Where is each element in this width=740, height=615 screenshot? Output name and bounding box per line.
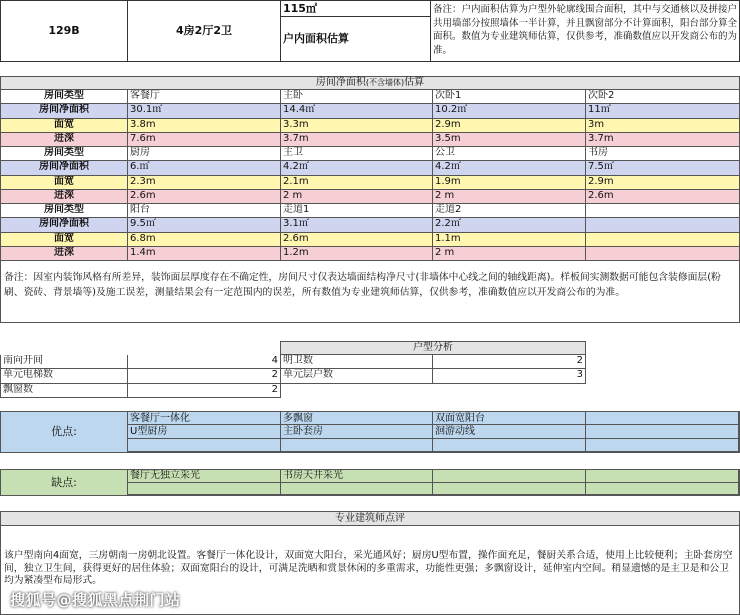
cons-cell: 餐厅无独立采光 [128, 470, 281, 483]
room-cell: 11㎡ [586, 104, 740, 118]
room-cell: 阳台 [128, 204, 281, 218]
room-table-title-suffix: 估算 [404, 77, 425, 88]
room-cell: 7.5㎡ [586, 161, 740, 175]
room-table-row [0, 104, 740, 118]
room-row-label: 房间净面积 [0, 218, 128, 232]
room-cell: 2.6m [128, 190, 281, 204]
room-cell: 9.5㎡ [128, 218, 281, 232]
room-cell: 次卧2 [586, 90, 740, 104]
room-cell: 2 m [433, 190, 586, 204]
room-row-label: 房间净面积 [0, 104, 128, 118]
room-cell: 书房 [586, 147, 740, 161]
analysis-table [0, 355, 590, 399]
room-cell: 6.8m [128, 233, 281, 247]
pros-label: 优点: [1, 412, 128, 452]
room-cell: 2 m [433, 247, 586, 261]
room-table-row [0, 247, 740, 261]
room-table-row [0, 233, 740, 247]
review-title: 专业建筑师点评 [1, 512, 739, 526]
analysis-left-label: 飘窗数 [0, 384, 128, 398]
room-cell: 1.9m [433, 176, 586, 190]
room-cell: 2 m [281, 190, 433, 204]
room-cell: 客餐厅 [128, 90, 281, 104]
room-cell: 14.4㎡ [281, 104, 433, 118]
room-row-label: 进深 [0, 190, 128, 204]
room-cell: 30.1㎡ [128, 104, 281, 118]
room-cell: 3.7m [586, 133, 740, 147]
room-cell: 7.6m [128, 133, 281, 147]
room-table-row [0, 190, 740, 204]
cons-cell: 书房天井采光 [281, 470, 433, 483]
unit-area-label: 户内面积估算 [281, 17, 431, 61]
pros-cell: 洄游动线 [433, 425, 586, 438]
room-cell: 3.8m [128, 119, 281, 133]
analysis-left-value: 2 [128, 384, 281, 398]
unit-code: 129B [1, 1, 128, 61]
analysis-right-label: 单元层户数 [281, 369, 433, 383]
pros-cell: 双面宽阳台 [433, 412, 586, 425]
room-row-label: 面宽 [0, 176, 128, 190]
analysis-left-label: 南向开间 [0, 355, 128, 369]
room-row-label: 房间类型 [0, 147, 128, 161]
room-cell: 4.2㎡ [281, 161, 433, 175]
analysis-left-value: 4 [128, 355, 281, 369]
pros-cell [586, 439, 739, 452]
room-row-label: 房间净面积 [0, 161, 128, 175]
room-row-label: 面宽 [0, 233, 128, 247]
room-cell: 1.1m [433, 233, 586, 247]
room-row-label: 进深 [0, 247, 128, 261]
room-cell: 6.㎡ [128, 161, 281, 175]
cons-block [0, 469, 740, 496]
room-cell [586, 247, 740, 261]
room-table-row [0, 119, 740, 133]
header-note: 备注：户内面积估算为户型外轮廓线围合面积，其中与交通核以及拼接户共用墙部分按照墙体一半计算，并且飘窗部分不计算面积，阳台部分算全面积。数值为专业建筑师估算，仅供参考，准确数值应以开发商公布的为准。 [433, 4, 738, 56]
header-table [0, 0, 740, 62]
cons-cell [433, 470, 586, 483]
unit-area: 115㎡ [281, 1, 431, 17]
pros-cell [433, 439, 586, 452]
cons-cell [433, 483, 586, 496]
room-table-row [0, 161, 740, 175]
analysis-title: 户型分析 [280, 341, 586, 355]
room-cell [586, 204, 740, 218]
cons-label: 缺点: [1, 470, 128, 495]
analysis-right-label: 明卫数 [281, 355, 433, 369]
room-cell: 2.1m [281, 176, 433, 190]
room-cell: 主卫 [281, 147, 433, 161]
room-table-row [0, 176, 740, 190]
analysis-left-label: 单元电梯数 [0, 369, 128, 383]
room-table-row [0, 147, 740, 161]
pros-cell: 客餐厅一体化 [128, 412, 281, 425]
cons-cell [128, 483, 281, 496]
cons-cell [586, 470, 739, 483]
watermark-text: 搜狐号@搜狐黑点荆门站 [10, 591, 181, 609]
room-cell: 公卫 [433, 147, 586, 161]
room-cell: 4.2㎡ [433, 161, 586, 175]
pros-cell [281, 439, 433, 452]
room-cell: 3.5m [433, 133, 586, 147]
room-table-row [0, 204, 740, 218]
pros-cell [586, 425, 739, 438]
room-cell: 10.2㎡ [433, 104, 586, 118]
room-cell: 1.2m [281, 247, 433, 261]
room-table-title-main: 房间净面积 [315, 77, 366, 88]
analysis-right-value: 2 [433, 355, 586, 369]
room-table [0, 90, 740, 261]
analysis-row [0, 384, 590, 398]
room-row-label: 房间类型 [0, 204, 128, 218]
unit-layout: 4房2厅2卫 [128, 1, 281, 61]
room-cell [586, 218, 740, 232]
pros-cell: 多飘窗 [281, 412, 433, 425]
room-note [0, 261, 740, 323]
room-cell [586, 233, 740, 247]
room-row-label: 房间类型 [0, 90, 128, 104]
pros-cell [586, 412, 739, 425]
room-cell: 主卧 [281, 90, 433, 104]
room-table-row [0, 90, 740, 104]
analysis-row [0, 355, 590, 369]
room-cell: 次卧1 [433, 90, 586, 104]
room-cell: 走道1 [281, 204, 433, 218]
cons-cell [281, 483, 433, 496]
review-text: 该户型南向4面宽，三房朝南一房朝北设置。客餐厅一体化设计，双面宽大阳台，采光通风好；厨房U型布置，操作面充足，餐厨关系合适，使用上比较便利；主卧套房空间，独立卫生间，获得更好的居住体验；双面宽阳台的设计，可满足洗晒和赏景休闲的多重需求，功能性更强；多飘窗设计，延伸室内空间。稍显遗憾的是主卫是和公卫均为紧凑型布局形式。 [4, 550, 733, 586]
room-table-title-small: (不含墙体) [365, 78, 405, 87]
room-table-title [0, 76, 740, 90]
pros-cell: 主卧套房 [281, 425, 433, 438]
room-cell: 3m [586, 119, 740, 133]
room-cell: 2.3m [128, 176, 281, 190]
room-row-label: 进深 [0, 133, 128, 147]
room-row-label: 面宽 [0, 119, 128, 133]
pros-cell [128, 439, 281, 452]
analysis-left-value: 2 [128, 369, 281, 383]
room-table-row [0, 133, 740, 147]
room-cell: 2.9m [433, 119, 586, 133]
analysis-row [0, 369, 590, 383]
room-cell: 2.6m [281, 233, 433, 247]
room-cell: 3.7m [281, 133, 433, 147]
room-cell: 1.4m [128, 247, 281, 261]
pros-cell: U型厨房 [128, 425, 281, 438]
room-cell: 3.1㎡ [281, 218, 433, 232]
cons-cell [586, 483, 739, 496]
room-cell: 2.9m [586, 176, 740, 190]
room-cell: 2.6m [586, 190, 740, 204]
room-cell: 2.2㎡ [433, 218, 586, 232]
room-cell: 走道2 [433, 204, 586, 218]
analysis-right-value: 3 [433, 369, 586, 383]
room-note-text: 备注：因室内装饰风格有所差异，装饰面层厚度存在不确定性，房间尺寸仅表达墙面结构净尺寸(非墙体中心线之间的轴线距离)。样板间实测数据可能包含装修面层(粉刷、瓷砖、背景墙等)及施工误差，测量结果会有一定范围内的误差，所有数值为专业建筑师估算，仅供参考，准确数值应以开发商公布的为准。 [4, 272, 721, 298]
room-table-row [0, 218, 740, 232]
pros-block [0, 411, 740, 453]
room-cell: 3.3m [281, 119, 433, 133]
room-cell: 厨房 [128, 147, 281, 161]
